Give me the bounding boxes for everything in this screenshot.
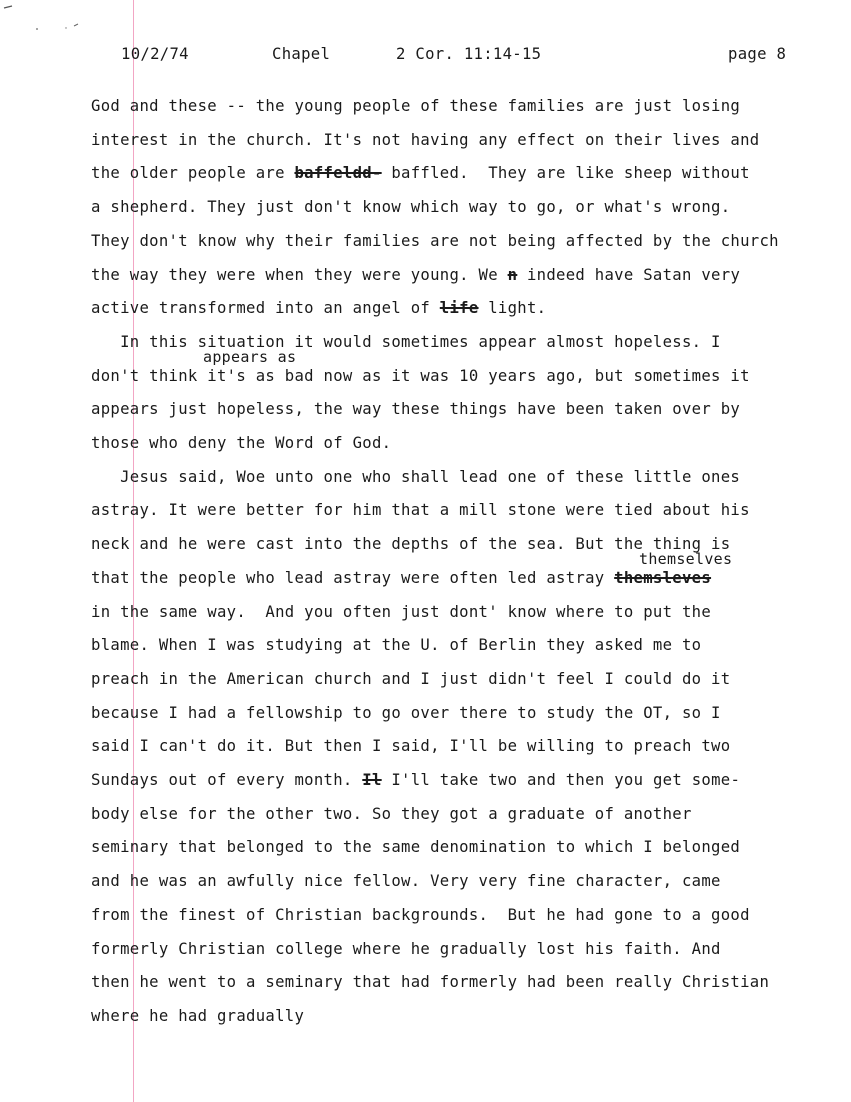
text-line bbox=[91, 332, 721, 352]
text-line bbox=[91, 96, 740, 116]
struck-out-text: baffeldd- bbox=[294, 164, 382, 183]
interlinear-insertion: appears as bbox=[203, 347, 297, 366]
text-line bbox=[91, 163, 750, 183]
header-page-number: page 8 bbox=[728, 45, 787, 63]
text-line bbox=[91, 871, 721, 891]
line-text: in the same way. And you often just dont' know where to put the bbox=[91, 602, 712, 621]
line-text: light. bbox=[478, 299, 547, 318]
text-line bbox=[91, 939, 721, 959]
text-line bbox=[91, 770, 740, 790]
line-text: those who deny the Word of God. bbox=[91, 434, 392, 452]
scan-specks bbox=[0, 0, 90, 40]
text-line bbox=[91, 298, 546, 318]
line-text: indeed have Satan very bbox=[517, 265, 741, 284]
struck-out-text: n bbox=[507, 265, 518, 284]
line-text: body else for the other two. So they got a graduate of another bbox=[91, 804, 692, 823]
text-line bbox=[91, 534, 730, 554]
line-text: neck and he were cast into the depths of the sea. But the thing is bbox=[91, 535, 731, 554]
line-text: said I can't do it. But then I said, I'll be willing to preach two bbox=[91, 737, 731, 756]
text-line bbox=[91, 265, 740, 285]
line-text: interest in the church. It's not having any effect on their lives and bbox=[91, 130, 760, 149]
line-text: active transformed into an angel of bbox=[91, 299, 440, 318]
struck-out-text: Il bbox=[362, 771, 382, 789]
line-text: don't think it's as bad now as it was 10 years ago, but sometimes it bbox=[91, 366, 750, 385]
line-text: the way they were when they were young. We bbox=[91, 265, 508, 284]
line-text: a shepherd. They just don't know which way to go, or what's wrong. bbox=[91, 198, 731, 217]
line-text: the older people are bbox=[91, 164, 295, 183]
interlinear-insertion: themselves bbox=[639, 549, 733, 568]
line-text: formerly Christian college where he gradually lost his faith. And bbox=[91, 939, 721, 958]
line-text: I'll take two and then you get some- bbox=[381, 771, 741, 789]
text-line bbox=[91, 399, 740, 419]
text-line bbox=[91, 972, 769, 992]
text-line bbox=[91, 635, 701, 655]
text-line bbox=[91, 905, 750, 925]
line-text: from the finest of Christian backgrounds. But he had gone to a good bbox=[91, 905, 750, 924]
text-line bbox=[91, 804, 692, 824]
line-text: seminary that belonged to the same denomination to which I belonged bbox=[91, 838, 741, 857]
text-line bbox=[91, 366, 750, 386]
line-text: and he was an awfully nice fellow. Very very fine character, came bbox=[91, 872, 721, 891]
line-text: Sundays out of every month. bbox=[91, 771, 363, 789]
header-date: 10/2/74 bbox=[121, 45, 189, 63]
text-line bbox=[91, 837, 740, 857]
text-line bbox=[91, 602, 711, 622]
line-text: appears just hopeless, the way these things have been taken over by bbox=[91, 400, 741, 419]
struck-out-text: themsleves bbox=[614, 568, 712, 587]
text-line bbox=[91, 1006, 304, 1026]
line-text: They don't know why their families are not being affected by the church bbox=[91, 231, 779, 250]
text-line bbox=[91, 433, 391, 453]
line-text: then he went to a seminary that had formerly had been really Christian bbox=[91, 973, 770, 992]
line-text: baffled. They are like sheep without bbox=[381, 164, 750, 183]
text-line bbox=[91, 130, 760, 150]
text-line bbox=[91, 500, 750, 520]
struck-out-text: life bbox=[439, 299, 479, 318]
text-line bbox=[91, 197, 730, 217]
line-text: Jesus said, Woe unto one who shall lead one of these little ones bbox=[91, 467, 741, 486]
line-text: astray. It were better for him that a mill stone were tied about his bbox=[91, 501, 750, 520]
line-text: God and these -- the young people of these families are just losing bbox=[91, 97, 741, 115]
text-line bbox=[91, 669, 730, 689]
header-event: Chapel bbox=[272, 45, 331, 63]
text-line bbox=[91, 231, 779, 251]
line-text: preach in the American church and I just didn't feel I could do it bbox=[91, 669, 731, 688]
header-reference: 2 Cor. 11:14-15 bbox=[396, 45, 542, 63]
line-text: In this situation it would sometimes appear almost hopeless. I bbox=[91, 332, 721, 351]
text-line bbox=[91, 736, 730, 756]
line-text: blame. When I was studying at the U. of Berlin they asked me to bbox=[91, 636, 702, 655]
line-text: because I had a fellowship to go over there to study the OT, so I bbox=[91, 703, 721, 722]
line-text: that the people who lead astray were often led astray bbox=[91, 568, 615, 587]
line-text: where he had gradually bbox=[91, 1006, 305, 1025]
text-line bbox=[91, 568, 711, 588]
text-line bbox=[91, 703, 721, 723]
text-line bbox=[91, 467, 740, 487]
